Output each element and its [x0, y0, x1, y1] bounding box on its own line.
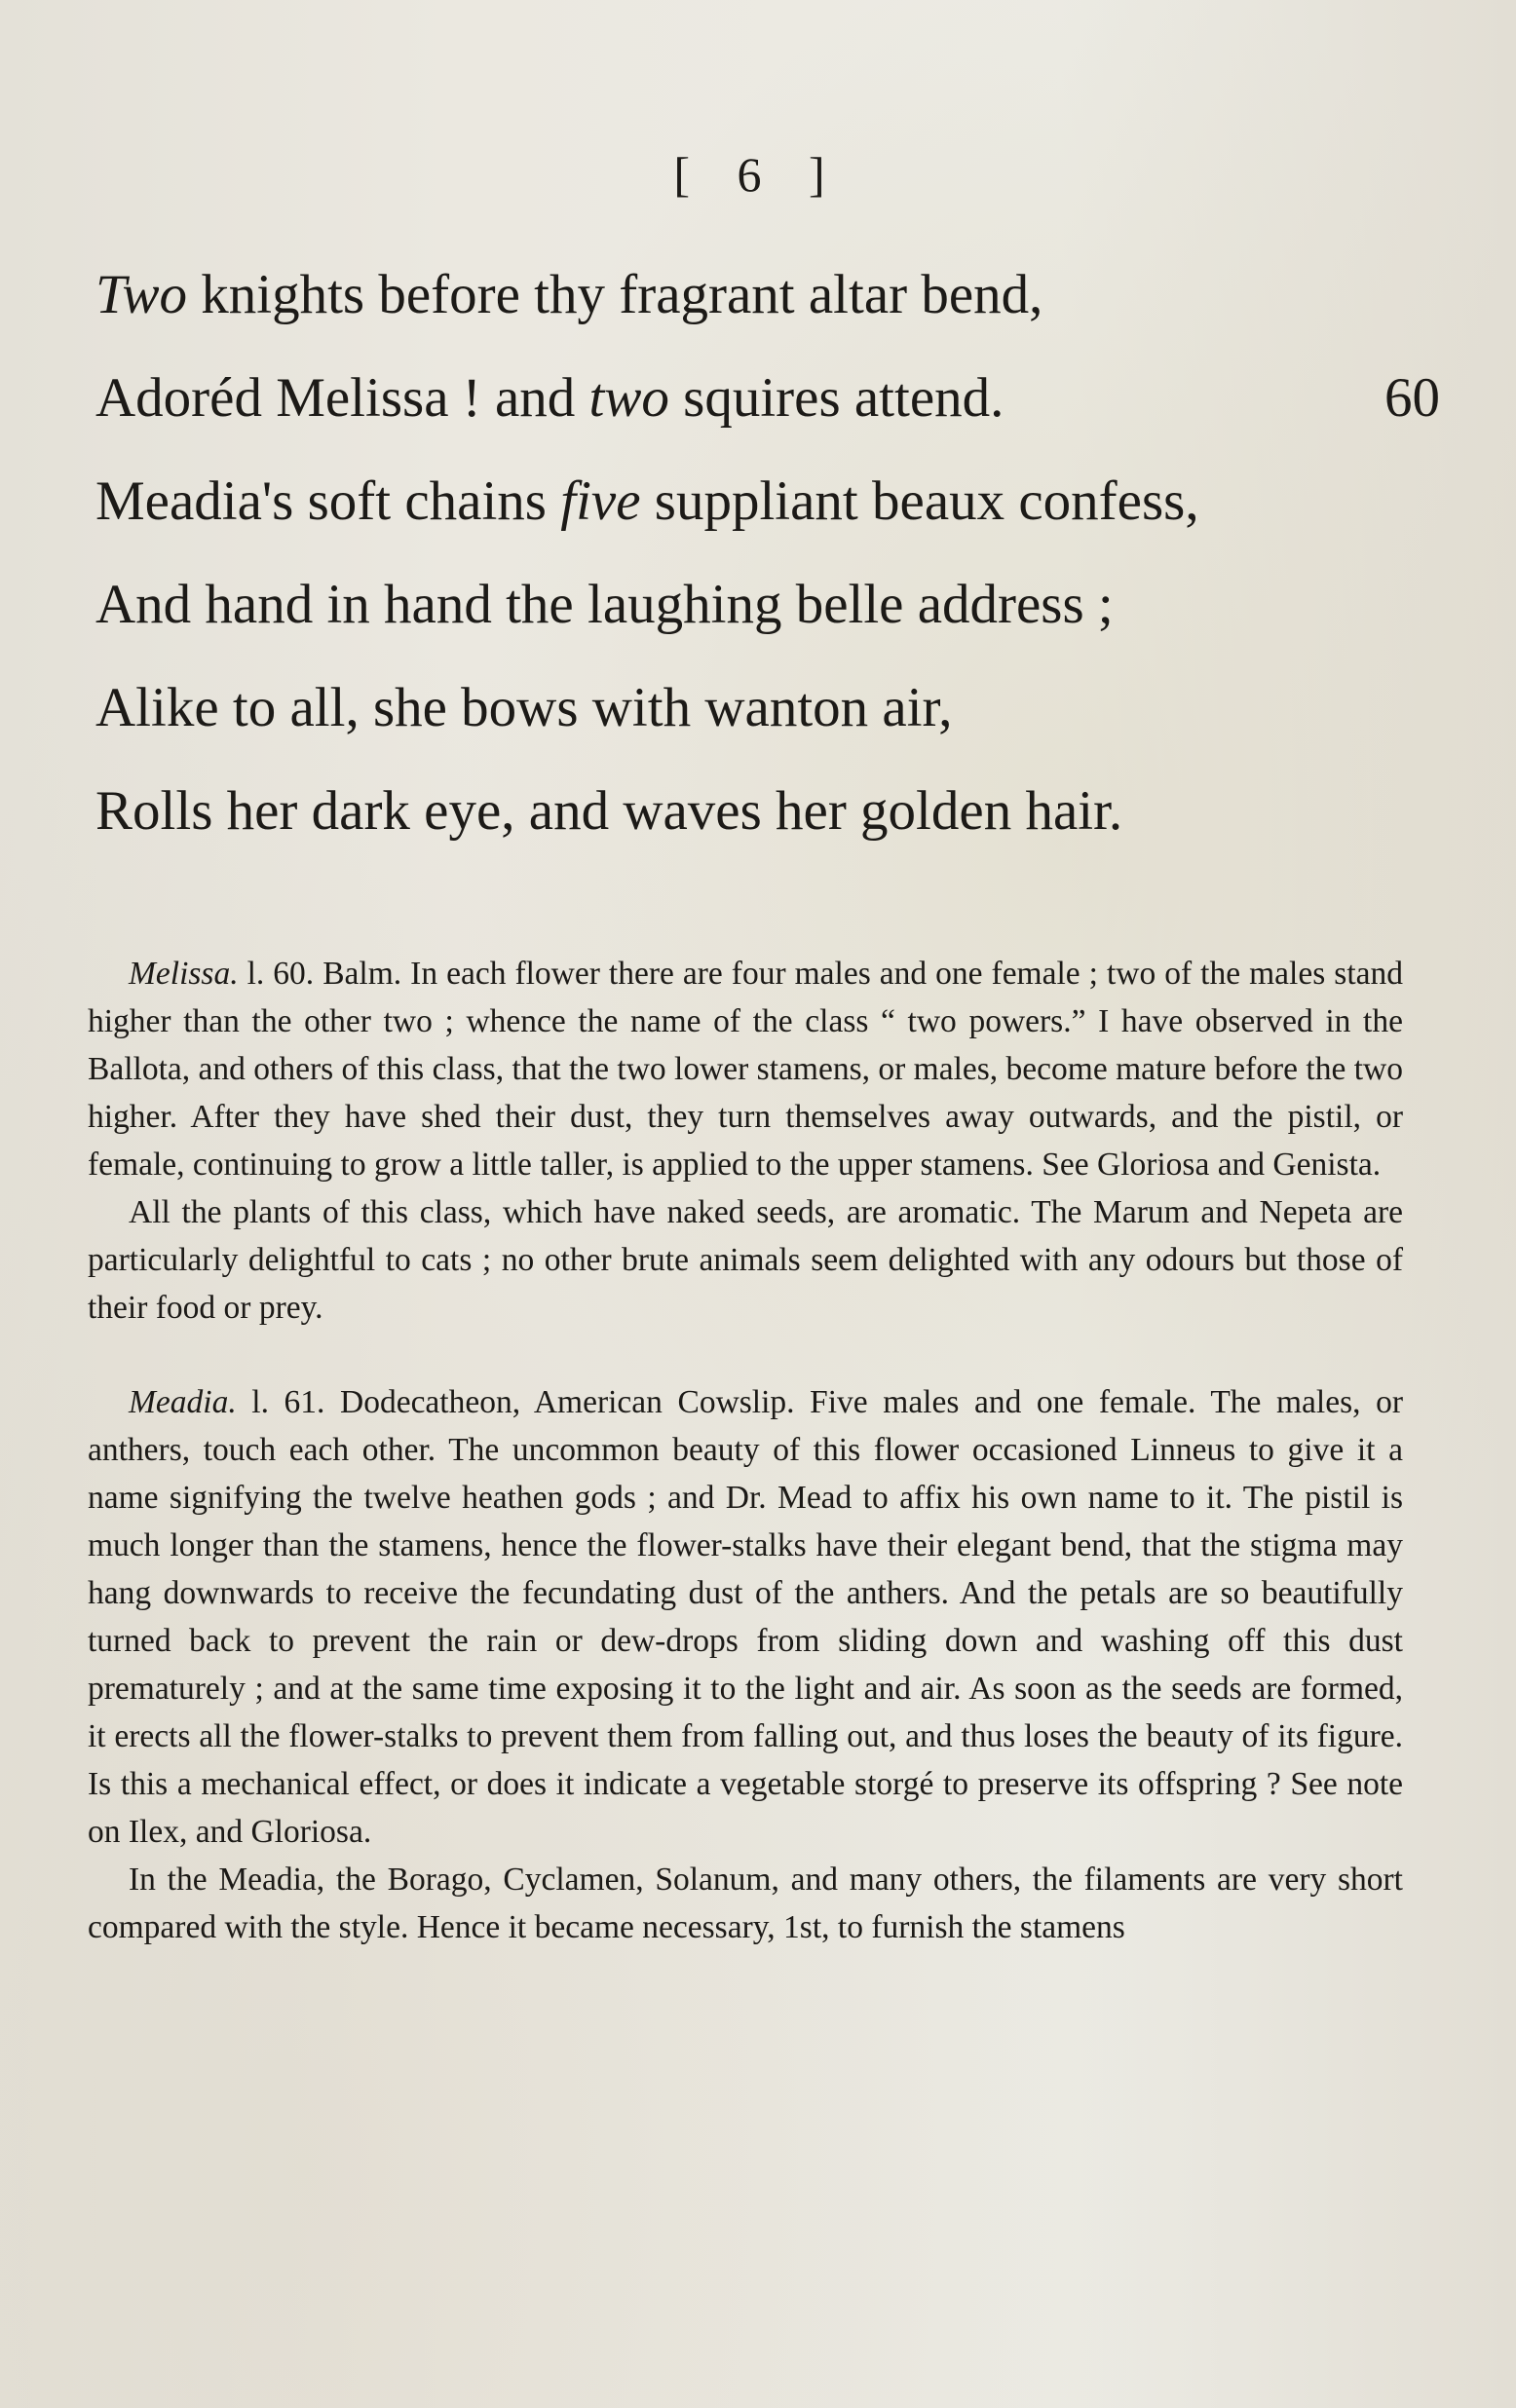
verse-line: [95, 657, 1440, 760]
verse-text: knights before thy fragrant altar bend,: [187, 264, 1043, 325]
verse-line: [95, 553, 1440, 657]
note-text: l. 60. Balm. In each flower there are four males and one female ; two of the males stand higher than the other two ; whence the name of the class “ two powers.” I have observed in the Ballota, and others of this class, that the two lower stamens, or males, become mature before the two higher. After they have shed their dust, they turn themselves away outwards, and the pistil, or female, continuing to grow a little taller, is applied to the upper stamens. See Gloriosa and Genista.: [88, 956, 1403, 1183]
line-number: 60: [1384, 367, 1440, 429]
verse-text: Rolls her dark eye, and waves her golden hair.: [95, 780, 1123, 842]
verse-text: suppliant beaux confess,: [640, 470, 1199, 532]
verse-text: Alike to all, she bows with wanton air,: [95, 677, 953, 738]
note-meadia: [88, 1378, 1403, 1856]
note-term: Meadia.: [129, 1384, 237, 1420]
verse-line: [95, 347, 1440, 450]
verse-text: And hand in hand the laughing belle address ;: [95, 574, 1114, 635]
verse-italic: five: [560, 470, 641, 532]
verse-block: [95, 244, 1440, 863]
note-term: Melissa.: [129, 956, 239, 992]
footnotes: [88, 950, 1403, 1951]
verse-text: Adoréd Melissa ! and: [95, 367, 589, 429]
note-meadia-continued: In the Meadia, the Borago, Cyclamen, Solanum, and many others, the filaments are very short compared with the style. Hence it became necessary, 1st, to furnish the stamens: [88, 1862, 1403, 1945]
verse-line: [95, 450, 1440, 553]
page-number: [ 6 ]: [673, 147, 843, 202]
verse-italic: two: [588, 367, 669, 429]
verse-text: squires attend.: [668, 367, 1004, 429]
verse-text: Meadia's soft chains: [95, 470, 561, 532]
note-melissa-continued: All the plants of this class, which have naked seeds, are aromatic. The Marum and Nepeta are particularly delightful to cats ; no other brute animals seem delighted with any odours but those of their food or prey.: [88, 1194, 1403, 1326]
verse-italic: Two: [95, 264, 187, 325]
note-melissa: [88, 950, 1403, 1188]
note-text: l. 61. Dodecatheon, American Cowslip. Five males and one female. The males, or anthers, touch each other. The uncommon beauty of this flower occasioned Linneus to give it a name signifying the twelve heathen gods ; and Dr. Mead to affix his own name to it. The pistil is much longer than the stamens, hence the flower-stalks have their elegant bend, that the stigma may hang downwards to receive the fecundating dust of the anthers. And the petals are so beautifully turned back to prevent the rain or dew-drops from sliding down and washing off this dust prematurely ; and at the same time exposing it to the light and air. As soon as the seeds are formed, it erects all the flower-stalks to prevent them from falling out, and thus loses the beauty of its figure. Is this a mechanical effect, or does it indicate a vegetable storgé to preserve its offspring ? See note on Ilex, and Gloriosa.: [88, 1384, 1403, 1850]
verse-line: [95, 244, 1440, 347]
note-spacer: [88, 1332, 1403, 1378]
verse-line: [95, 760, 1440, 863]
